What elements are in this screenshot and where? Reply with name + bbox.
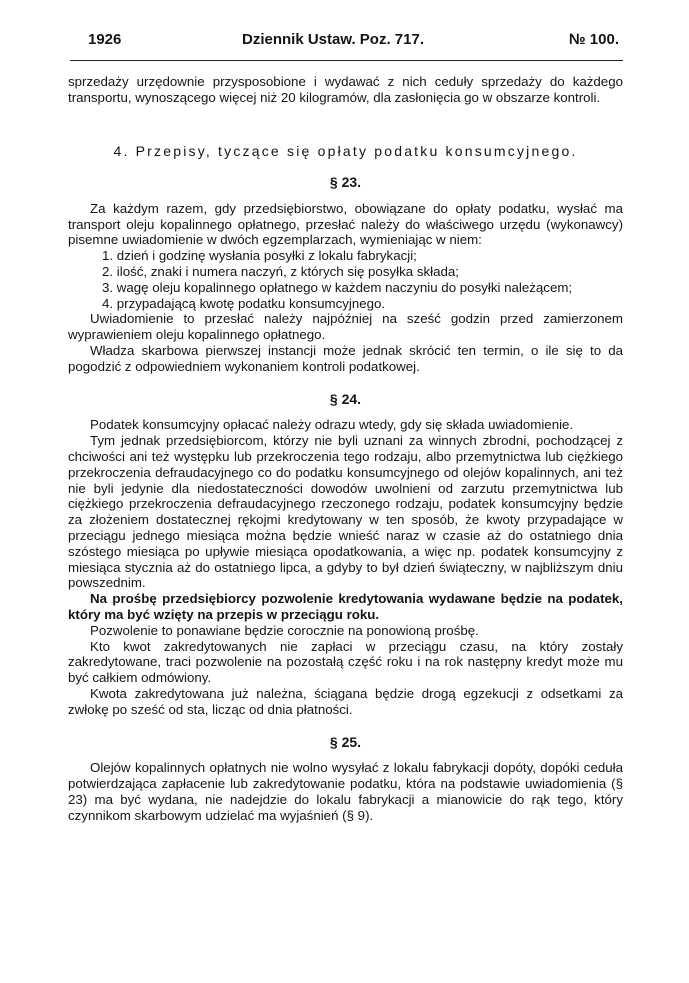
intro-paragraph: sprzedaży urzędownie przysposobione i wydawać z nich ceduły sprzedaży do każdego transportu, wynoszącego więcej niż 20 kilogramów, dla zasłonięcia go w obszarze kontroli. [68,74,623,105]
paragraph-24-heading: § 24. [329,390,362,407]
paragraph-23-text: Uwiadomienie to przesłać należy najpóźniej na sześć godzin przed zamierzonem wyprawieniem oleju kopalinnego opłatnego. [68,311,623,343]
list-item: 4. przypadającą kwotę podatku konsumcyjnego. [102,295,386,311]
list-item: 2. ilość, znaki i numera naczyń, z których się posyłka składa; [102,264,459,280]
page-number: 1926 [88,31,122,48]
page-header [88,31,619,51]
paragraph-24-text: Tym jednak przedsiębiorcom, którzy nie byli uznani za winnych zbrodni, pochodzącej z chciwości ani też występku lub przekroczenia tego rodzaju, albo przemytnictwa lub ciężkiego przekroczenia defraudacyjnego co do podatku konsumcyjnego od olejów kopalinnych, ani też nie byli jedynie dla niedostateczności dowodów uwolnieni od zarzutu przemytnictwa lub ciężkiego przekroczenia defraudacyjnego rzeczonego rodzaju, podatek konsumcyjny będzie za złożeniem dostatecznej rękojmi kredytowany w ten sposób, że kwoty przypadające w przeciągu jednego miesiąca można będzie wnieść naraz w czasie aż do ostatniego dnia szóstego miesiąca po upływie miesiąca opodatkowania, a więc np. podatek konsumcyjny z miesiąca stycznia aż do ostatniego lipca, a gdyby to był dzień świąteczny, w najbliższym dniu powszednim. [68,433,623,591]
document-body [68,74,623,824]
paragraph-23-heading: § 23. [329,174,362,191]
paragraph-24-text: Kto kwot zakredytowanych nie zapłaci w przeciągu czasu, na który zostały zakredytowane, traci pozwolenie na pozostałą część roku i na rok następny kredyt może mu być całkiem odmówiony. [68,638,623,686]
header-rule [70,60,623,61]
paragraph-24-text: Kwota zakredytowana już należna, ściągana będzie drogą egzekucji z odsetkami za zwłokę po sześć od sta, licząc od dnia płatności. [68,686,623,717]
journal-title: Dziennik Ustaw. Poz. 717. [242,31,424,48]
paragraph-24-text: Na prośbę przedsiębiorcy pozwolenie kredytowania wydawane będzie na podatek, który ma być wzięty na przepis w przeciągu roku. [68,591,623,623]
section-4-title: 4. Przepisy, tyczące się opłaty podatku konsumcyjnego. [113,142,578,159]
paragraph-23-text: Za każdym razem, gdy przedsiębiorstwo, obowiązane do opłaty podatku, wysłać ma transport oleju kopalinnego opłatnego, przesłać należy do właściwego urzędu (wykonawcy) pisemne uwiadomienie w dwóch egzemplarzach, wymieniając w niem: [68,200,623,248]
paragraph-25-heading: § 25. [329,733,362,750]
paragraph-25-text: Olejów kopalinnych opłatnych nie wolno wysyłać z lokalu fabrykacji dopóty, dopóki ceduła potwierdzająca zapłacenie lub zakredytowanie podatku, która na podstawie uwiadomienia (§ 23) ma być wydana, nie nadejdzie do lokalu fabrykacji a mianowicie do rąk tego, który czynnikom skarbowym udzielać ma wyjaśnień (§ 9). [68,760,623,823]
paragraph-24-text: Podatek konsumcyjny opłacać należy odrazu wtedy, gdy się składa uwiadomienie. [90,417,574,433]
list-item: 1. dzień i godzinę wysłania posyłki z lokalu fabrykacji; [102,248,417,264]
issue-number: № 100. [568,31,619,48]
list-item: 3. wagę oleju kopalinnego opłatnego w każdem naczyniu do posyłki należącem; [102,279,573,295]
paragraph-24-text: Pozwolenie to ponawiane będzie corocznie na ponowioną prośbę. [90,622,479,638]
paragraph-23-text: Władza skarbowa pierwszej instancji może jednak skrócić ten termin, o ile się to da pogodzić z odpowiedniem wykonaniem kontroli podatkowej. [68,343,623,374]
